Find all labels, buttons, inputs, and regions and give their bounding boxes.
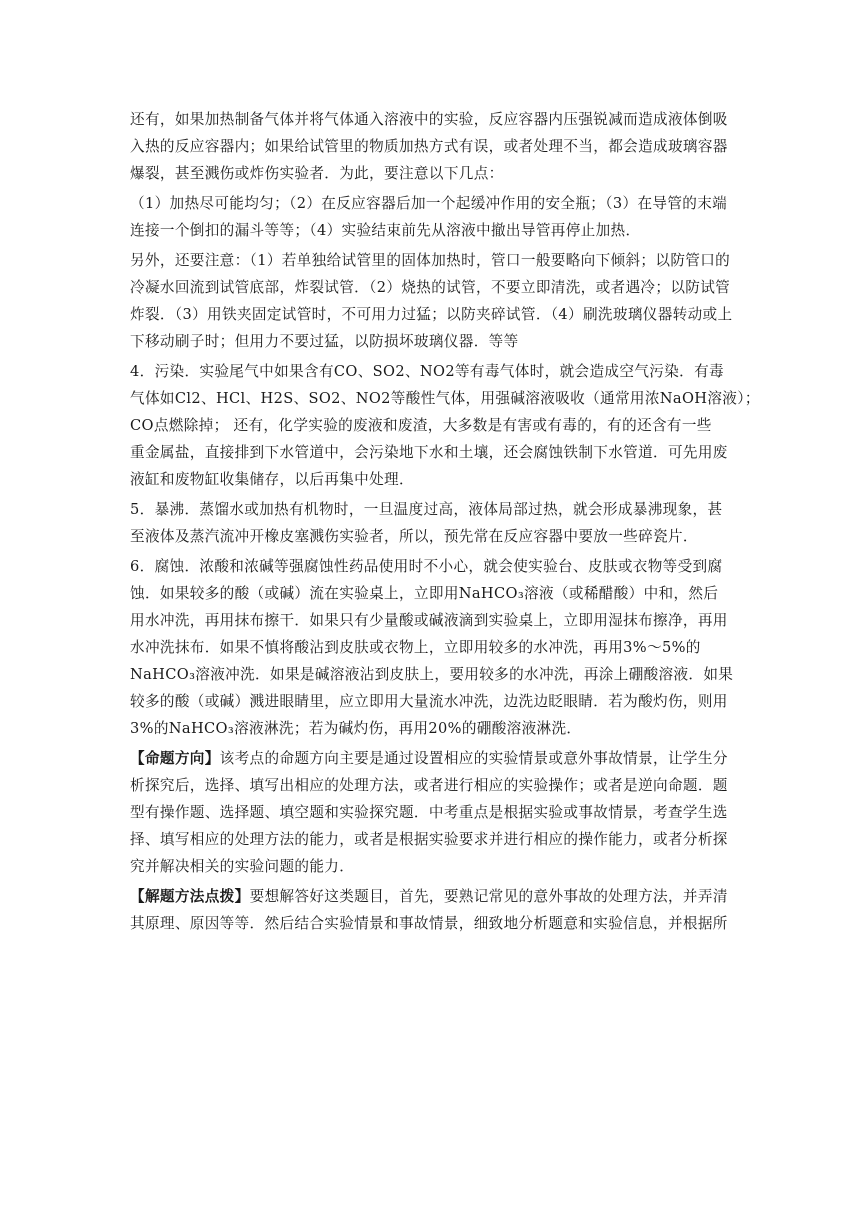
paragraph-corrosion (130, 553, 734, 742)
text-line: 择、填写相应的处理方法的能力，或者是根据实验要求并进行相应的操作能力，或者分析探 (130, 831, 728, 848)
text-line: （1）加热尽可能均匀；（2）在反应容器后加一个起缓冲作用的安全瓶；（3）在导管的末端 (130, 195, 728, 212)
paragraph-question-direction (130, 745, 734, 880)
text-line (130, 883, 734, 910)
text-line: 炸裂．（3）用铁夹固定试管时，不可用力过猛；以防夹碎试管．（4）刷洗玻璃仪器转动或上 (130, 306, 733, 323)
text-line: 连接一个倒扣的漏斗等等；（4）实验结束前先从溶液中撤出导管再停止加热． (130, 222, 641, 239)
document-body (130, 106, 760, 937)
section-heading: 【命题方向】 (130, 750, 220, 767)
text-line: 其原理、原因等等．然后结合实验情景和事故情景，细致地分析题意和实验信息，并根据所 (130, 915, 728, 932)
text-line: 还有，如果加热制备气体并将气体通入溶液中的实验，反应容器内压强锐减而造成液体倒吸 (130, 111, 728, 128)
text-line: 入热的反应容器内；如果给试管里的物质加热方式有误，或者处理不当，都会造成玻璃容器 (130, 138, 728, 155)
text-line: 较多的酸（或碱）溅进眼睛里，应立即用大量流水冲洗，边洗边眨眼睛．若为酸灼伤，则用 (130, 693, 728, 710)
text-line: 5．暴沸．蒸馏水或加热有机物时，一旦温度过高，液体局部过热，就会形成暴沸现象，甚 (130, 501, 723, 518)
text-line: 重金属盐，直接排到下水管道中，会污染地下水和土壤，还会腐蚀铁制下水管道．可先用废 (130, 444, 728, 461)
text-line: 冷凝水回流到试管底部，炸裂试管．（2）烧热的试管，不要立即清洗，或者遇冷；以防试管 (130, 279, 731, 296)
text-line: 蚀．如果较多的酸（或碱）流在实验桌上，立即用NaHCO₃溶液（或稀醋酸）中和，然后 (130, 585, 719, 602)
text-line: 爆裂，甚至溅伤或炸伤实验者．为此，要注意以下几点： (130, 165, 504, 182)
text-line: 用水冲洗，再用抹布擦干．如果只有少量酸或碱液滴到实验桌上，立即用湿抹布擦净，再用 (130, 612, 728, 629)
paragraph-pollution (130, 358, 760, 493)
text-line: NaHCO₃溶液冲洗．如果是碱溶液沾到皮肤上，要用较多的水冲洗，再涂上硼酸溶液．如果 (130, 666, 734, 683)
text-line: 3%的NaHCO₃溶液淋洗；若为碱灼伤，再用20%的硼酸溶液淋洗． (130, 720, 582, 737)
text-line: 究并解决相关的实验问题的能力． (130, 858, 355, 875)
paragraph-backflow (130, 106, 734, 187)
section-text: 要想解答好这类题目，首先，要熟记常见的意外事故的处理方法，并弄清 (249, 888, 728, 905)
text-line: 型有操作题、选择题、填空题和实验探究题．中考重点是根据实验或事故情景，考查学生选 (130, 804, 728, 821)
paragraph-heating-points (130, 190, 734, 244)
text-line: 下移动刷子时；但用力不要过猛，以防损坏玻璃仪器．等等 (130, 333, 519, 350)
text-line: 4．污染．实验尾气中如果含有CO、SO2、NO2等有毒气体时，就会造成空气污染．有毒 (130, 363, 724, 380)
text-line: 至液体及蒸汽流冲开橡皮塞溅伤实验者，所以，预先常在反应容器中要放一些碎瓷片． (130, 528, 698, 545)
text-line (130, 745, 734, 772)
text-line: 气体如Cl2、HCl、H2S、SO2、NO2等酸性气体，用强碱溶液吸收（通常用浓NaOH溶液）； (130, 390, 760, 407)
paragraph-bumping (130, 496, 734, 550)
paragraph-test-tube-cautions (130, 247, 734, 355)
text-line: 水冲洗抹布．如果不慎将酸沾到皮肤或衣物上，立即用较多的水冲洗，再用3%～5%的 (130, 639, 701, 656)
section-heading: 【解题方法点拨】 (130, 888, 250, 905)
text-line: 液缸和废物缸收集储存，以后再集中处理． (130, 471, 414, 488)
text-line: 析探究后，选择、填写出相应的处理方法，或者进行相应的实验操作；或者是逆向命题．题 (130, 777, 728, 794)
text-line: 6．腐蚀．浓酸和浓碱等强腐蚀性药品使用时不小心，就会使实验台、皮肤或衣物等受到腐 (130, 558, 723, 575)
paragraph-solving-tips (130, 883, 734, 937)
text-line: 另外，还要注意：（1）若单独给试管里的固体加热时，管口一般要略向下倾斜；以防管口的 (130, 252, 731, 269)
section-text: 该考点的命题方向主要是通过设置相应的实验情景或意外事故情景，让学生分 (219, 750, 728, 767)
text-line: CO点燃除掉； 还有，化学实验的废液和废渣，大多数是有害或有毒的，有的还含有一些 (130, 417, 712, 434)
